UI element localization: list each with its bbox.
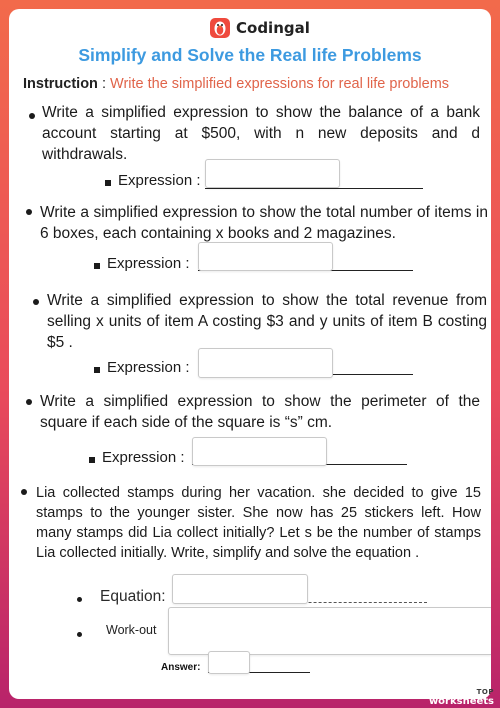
- expression-label-2: Expression :: [107, 255, 190, 272]
- instruction-label: Instruction: [23, 76, 98, 92]
- watermark-line-1: TOP: [476, 688, 494, 696]
- square-bullet-icon: [89, 457, 95, 463]
- expression-input-1[interactable]: [205, 159, 340, 188]
- square-bullet-icon: [94, 263, 100, 269]
- expression-label-1: Expression :: [118, 172, 201, 189]
- penguin-icon: [210, 18, 230, 38]
- answer-label: Answer:: [161, 662, 201, 673]
- watermark-line-2: worksheets: [428, 696, 494, 707]
- brand-logo: [210, 16, 310, 40]
- expression-input-3[interactable]: [198, 348, 333, 378]
- topworksheets-watermark: [429, 688, 494, 706]
- instruction-separator: :: [97, 76, 111, 92]
- expression-label-3: Expression :: [107, 359, 190, 376]
- bullet-icon: [21, 489, 27, 495]
- expression-input-2[interactable]: [198, 242, 333, 271]
- question-5: Lia collected stamps during her vacation. she decided to give 15 stamps to the younger sister. She now has 25 stickers left. How many stamps did Lia collect initially? Let s be the number of stamps Lia collected initially. Write, simplify and solve the equation .: [36, 485, 481, 561]
- question-1: Write a simplified expression to show the balance of a bank account starting at $500, with n new deposits and d withdrawals.: [42, 104, 480, 163]
- question-2: Write a simplified expression to show the total number of items in 6 boxes, each containing x books and 2 magazines.: [40, 204, 488, 242]
- question-3: Write a simplified expression to show the total revenue from selling x units of item A costing $3 and y units of item B costing $5 .: [47, 292, 487, 351]
- question-4: Write a simplified expression to show the perimeter of the square if each side of the square is “s” cm.: [40, 393, 480, 431]
- instruction: [23, 76, 449, 92]
- bullet-icon: [77, 597, 82, 602]
- bullet-icon: [29, 113, 35, 119]
- bullet-icon: [77, 632, 82, 637]
- equation-input[interactable]: [172, 574, 308, 604]
- bullet-icon: [26, 399, 32, 405]
- worksheet-page: [9, 9, 491, 699]
- answer-line-1: [205, 188, 423, 189]
- square-bullet-icon: [94, 367, 100, 373]
- square-bullet-icon: [105, 180, 111, 186]
- brand-name: Codingal: [236, 19, 310, 37]
- answer-input[interactable]: [208, 651, 250, 674]
- equation-label: Equation:: [100, 588, 166, 605]
- instruction-text: Write the simplified expressions for real life problems: [110, 76, 450, 92]
- expression-label-4: Expression :: [102, 449, 185, 466]
- workout-input[interactable]: [168, 607, 491, 655]
- page-title: Simplify and Solve the Real life Problems: [78, 45, 422, 65]
- expression-input-4[interactable]: [192, 437, 327, 466]
- bullet-icon: [33, 299, 39, 305]
- workout-label: Work-out: [106, 623, 157, 637]
- bullet-icon: [26, 209, 32, 215]
